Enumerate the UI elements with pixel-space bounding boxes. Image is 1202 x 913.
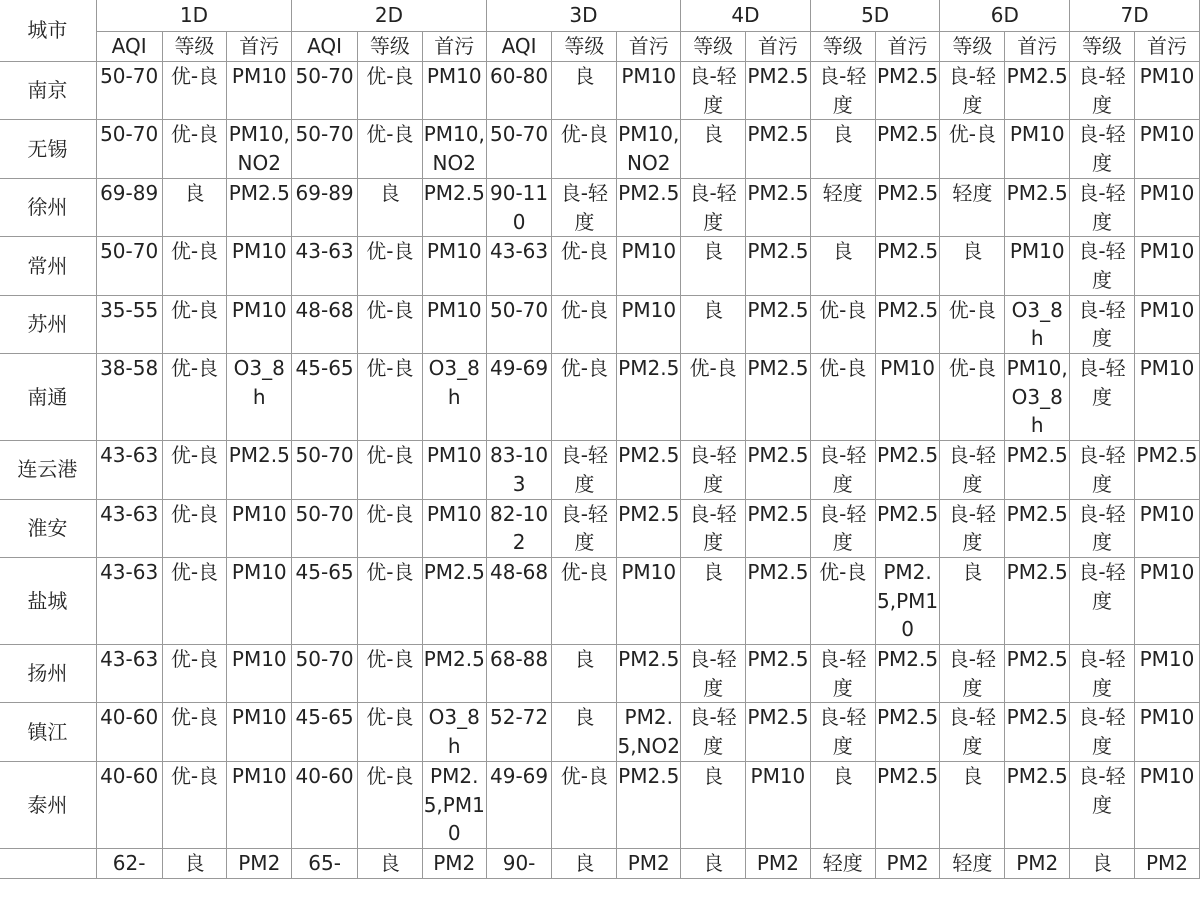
- pollutant-cell: PM2: [745, 848, 810, 878]
- pollutant-cell: PM10: [745, 761, 810, 848]
- pollutant-cell: PM2.5: [875, 295, 940, 353]
- pollutant-cell: PM10: [1005, 237, 1070, 295]
- grade-cell: 轻度: [940, 178, 1005, 236]
- aqi-header: AQI: [96, 32, 162, 62]
- pollutant-cell: PM2.5: [875, 237, 940, 295]
- grade-cell: 优-良: [358, 62, 423, 120]
- grade-cell: 优-良: [162, 703, 227, 761]
- day-header: 7D: [1070, 0, 1200, 32]
- grade-cell: 良: [681, 295, 746, 353]
- header-row-days: [0, 0, 1200, 32]
- grade-cell: 良-轻度: [810, 441, 875, 499]
- pollutant-cell: PM2.5: [422, 645, 486, 703]
- pollutant-header: 首污: [1134, 32, 1199, 62]
- aqi-cell: 49-69: [486, 354, 552, 441]
- grade-cell: 优-良: [552, 295, 617, 353]
- pollutant-cell: PM2.5: [875, 178, 940, 236]
- grade-cell: 优-良: [552, 557, 617, 644]
- pollutant-cell: PM2.5,NO2: [617, 703, 681, 761]
- city-cell: 盐城: [0, 557, 96, 644]
- grade-header: 等级: [940, 32, 1005, 62]
- aqi-cell: 83-103: [486, 441, 552, 499]
- city-cell: 扬州: [0, 645, 96, 703]
- pollutant-cell: PM2.5: [1005, 499, 1070, 557]
- grade-cell: 良: [552, 703, 617, 761]
- pollutant-cell: PM2.5: [617, 499, 681, 557]
- grade-cell: 良-轻度: [810, 703, 875, 761]
- pollutant-cell: PM2.5: [875, 120, 940, 178]
- aqi-cell: 43-63: [96, 645, 162, 703]
- pollutant-cell: PM10: [1134, 703, 1199, 761]
- aqi-cell: 43-63: [96, 441, 162, 499]
- pollutant-cell: PM10: [617, 62, 681, 120]
- pollutant-cell: PM10: [1134, 62, 1199, 120]
- pollutant-cell: PM10: [227, 237, 292, 295]
- pollutant-cell: PM2.5: [745, 178, 810, 236]
- pollutant-header: 首污: [227, 32, 292, 62]
- table-row: [0, 295, 1200, 353]
- grade-cell: 优-良: [162, 237, 227, 295]
- grade-cell: 良-轻度: [681, 178, 746, 236]
- grade-cell: 优-良: [358, 761, 423, 848]
- pollutant-cell: PM2.5: [1005, 178, 1070, 236]
- grade-cell: 良: [810, 761, 875, 848]
- pollutant-cell: PM2.5: [422, 557, 486, 644]
- city-cell: 南通: [0, 354, 96, 441]
- aqi-cell: 90-110: [486, 178, 552, 236]
- city-cell: 镇江: [0, 703, 96, 761]
- aqi-cell: 43-63: [96, 499, 162, 557]
- pollutant-cell: O3_8h: [422, 354, 486, 441]
- grade-cell: 良: [681, 557, 746, 644]
- aqi-cell: 45-65: [292, 354, 358, 441]
- grade-cell: 良-轻度: [810, 62, 875, 120]
- aqi-cell: 48-68: [486, 557, 552, 644]
- aqi-cell: 40-60: [96, 761, 162, 848]
- city-cell: 淮安: [0, 499, 96, 557]
- grade-cell: 良: [162, 178, 227, 236]
- grade-header: 等级: [358, 32, 423, 62]
- pollutant-cell: PM10,NO2: [422, 120, 486, 178]
- pollutant-cell: PM2.5: [422, 178, 486, 236]
- aqi-cell: 52-72: [486, 703, 552, 761]
- grade-cell: 良-轻度: [552, 441, 617, 499]
- table-row: [0, 499, 1200, 557]
- pollutant-header: 首污: [875, 32, 940, 62]
- pollutant-cell: PM2.5: [617, 354, 681, 441]
- table-row: [0, 354, 1200, 441]
- pollutant-cell: O3_8h: [1005, 295, 1070, 353]
- aqi-cell: 50-70: [292, 120, 358, 178]
- pollutant-cell: PM10,NO2: [227, 120, 292, 178]
- grade-header: 等级: [162, 32, 227, 62]
- grade-cell: 良-轻度: [940, 645, 1005, 703]
- aqi-cell: 43-63: [292, 237, 358, 295]
- pollutant-cell: PM10: [227, 499, 292, 557]
- aqi-cell: 50-70: [96, 237, 162, 295]
- grade-cell: 优-良: [162, 499, 227, 557]
- grade-header: 等级: [552, 32, 617, 62]
- table-row: [0, 848, 1200, 878]
- grade-cell: 轻度: [940, 848, 1005, 878]
- grade-cell: 良: [681, 237, 746, 295]
- pollutant-cell: PM10: [422, 295, 486, 353]
- grade-cell: 良-轻度: [681, 499, 746, 557]
- pollutant-cell: PM2.5: [875, 441, 940, 499]
- city-cell: 徐州: [0, 178, 96, 236]
- aqi-cell: 50-70: [96, 120, 162, 178]
- table-row: [0, 761, 1200, 848]
- aqi-cell: 50-70: [292, 62, 358, 120]
- grade-cell: 良-轻度: [810, 499, 875, 557]
- city-cell: 常州: [0, 237, 96, 295]
- pollutant-cell: PM2: [227, 848, 292, 878]
- table-row: [0, 645, 1200, 703]
- table-row: [0, 178, 1200, 236]
- pollutant-cell: PM2.5: [745, 703, 810, 761]
- aqi-cell: 40-60: [292, 761, 358, 848]
- pollutant-cell: PM2: [1005, 848, 1070, 878]
- pollutant-cell: PM2.5: [617, 645, 681, 703]
- pollutant-header: 首污: [422, 32, 486, 62]
- pollutant-cell: PM2.5: [745, 354, 810, 441]
- table-row: [0, 237, 1200, 295]
- pollutant-cell: PM10: [227, 62, 292, 120]
- aqi-cell: 65-: [292, 848, 358, 878]
- pollutant-cell: PM10: [422, 499, 486, 557]
- grade-cell: 良-轻度: [1070, 557, 1135, 644]
- grade-cell: 优-良: [810, 295, 875, 353]
- pollutant-header: 首污: [745, 32, 810, 62]
- pollutant-cell: PM2.5: [1005, 441, 1070, 499]
- grade-cell: 优-良: [358, 499, 423, 557]
- pollutant-cell: PM2.5: [617, 761, 681, 848]
- aqi-cell: 49-69: [486, 761, 552, 848]
- pollutant-cell: PM2.5: [875, 499, 940, 557]
- grade-cell: 良-轻度: [810, 645, 875, 703]
- pollutant-cell: PM2.5: [745, 499, 810, 557]
- pollutant-cell: PM2.5: [1005, 761, 1070, 848]
- aqi-cell: 90-: [486, 848, 552, 878]
- pollutant-cell: PM2.5: [227, 441, 292, 499]
- grade-cell: 良: [681, 120, 746, 178]
- grade-cell: 优-良: [162, 441, 227, 499]
- grade-cell: 优-良: [940, 120, 1005, 178]
- grade-cell: 良-轻度: [1070, 645, 1135, 703]
- grade-cell: 轻度: [810, 178, 875, 236]
- table-body: [0, 62, 1200, 879]
- grade-cell: 优-良: [810, 557, 875, 644]
- grade-cell: 优-良: [940, 295, 1005, 353]
- grade-cell: 优-良: [162, 354, 227, 441]
- pollutant-cell: PM2.5: [1005, 703, 1070, 761]
- pollutant-cell: PM2.5: [875, 62, 940, 120]
- pollutant-cell: PM10: [422, 62, 486, 120]
- pollutant-cell: PM10: [1134, 645, 1199, 703]
- aqi-cell: 50-70: [292, 645, 358, 703]
- grade-cell: 良: [552, 645, 617, 703]
- city-cell: 泰州: [0, 761, 96, 848]
- grade-cell: 良-轻度: [681, 441, 746, 499]
- grade-cell: 优-良: [358, 295, 423, 353]
- pollutant-cell: PM10: [1134, 295, 1199, 353]
- grade-header: 等级: [1070, 32, 1135, 62]
- grade-cell: 优-良: [162, 295, 227, 353]
- aqi-cell: 38-58: [96, 354, 162, 441]
- pollutant-cell: PM2.5: [1134, 441, 1199, 499]
- pollutant-header: 首污: [1005, 32, 1070, 62]
- grade-cell: 优-良: [681, 354, 746, 441]
- pollutant-cell: PM10: [1134, 499, 1199, 557]
- city-cell: 苏州: [0, 295, 96, 353]
- grade-cell: 良: [552, 848, 617, 878]
- aqi-cell: 50-70: [292, 499, 358, 557]
- grade-cell: 良-轻度: [1070, 703, 1135, 761]
- aqi-header: AQI: [486, 32, 552, 62]
- grade-cell: 优-良: [940, 354, 1005, 441]
- grade-cell: 良-轻度: [1070, 62, 1135, 120]
- day-header: 1D: [96, 0, 291, 32]
- grade-cell: 优-良: [162, 645, 227, 703]
- grade-cell: 良-轻度: [681, 703, 746, 761]
- pollutant-cell: PM10: [1005, 120, 1070, 178]
- pollutant-cell: PM10: [617, 557, 681, 644]
- pollutant-cell: PM2: [875, 848, 940, 878]
- grade-cell: 优-良: [358, 237, 423, 295]
- grade-cell: 优-良: [162, 62, 227, 120]
- grade-cell: 优-良: [358, 354, 423, 441]
- grade-cell: 良-轻度: [1070, 499, 1135, 557]
- pollutant-cell: PM10: [875, 354, 940, 441]
- aqi-cell: 50-70: [96, 62, 162, 120]
- grade-cell: 良: [940, 761, 1005, 848]
- pollutant-cell: PM10: [1134, 557, 1199, 644]
- grade-cell: 良: [162, 848, 227, 878]
- aqi-cell: 43-63: [486, 237, 552, 295]
- grade-cell: 良-轻度: [940, 499, 1005, 557]
- day-header: 2D: [292, 0, 486, 32]
- pollutant-cell: PM10: [1134, 354, 1199, 441]
- grade-cell: 良-轻度: [1070, 237, 1135, 295]
- pollutant-cell: PM2: [1134, 848, 1199, 878]
- pollutant-cell: PM2.5: [745, 120, 810, 178]
- grade-cell: 优-良: [358, 557, 423, 644]
- grade-cell: 良-轻度: [552, 178, 617, 236]
- grade-header: 等级: [681, 32, 746, 62]
- aqi-cell: 50-70: [486, 120, 552, 178]
- grade-cell: 优-良: [162, 761, 227, 848]
- pollutant-cell: PM2.5,PM10: [422, 761, 486, 848]
- grade-cell: 优-良: [552, 761, 617, 848]
- pollutant-cell: PM10: [422, 237, 486, 295]
- aqi-cell: 45-65: [292, 703, 358, 761]
- aqi-cell: 60-80: [486, 62, 552, 120]
- grade-cell: 良-轻度: [1070, 178, 1135, 236]
- grade-cell: 优-良: [162, 120, 227, 178]
- grade-cell: 良: [358, 848, 423, 878]
- pollutant-cell: PM10: [1134, 237, 1199, 295]
- grade-cell: 优-良: [552, 120, 617, 178]
- pollutant-cell: PM10: [1134, 761, 1199, 848]
- pollutant-cell: PM2.5: [875, 761, 940, 848]
- pollutant-cell: PM10: [1134, 120, 1199, 178]
- pollutant-cell: PM10: [227, 295, 292, 353]
- pollutant-cell: PM10: [1134, 178, 1199, 236]
- grade-cell: 良-轻度: [681, 645, 746, 703]
- grade-cell: 良: [810, 120, 875, 178]
- day-header: 3D: [486, 0, 680, 32]
- pollutant-cell: O3_8h: [422, 703, 486, 761]
- pollutant-cell: PM2.5: [617, 441, 681, 499]
- pollutant-cell: PM2.5: [1005, 62, 1070, 120]
- grade-cell: 良: [940, 237, 1005, 295]
- city-cell: [0, 848, 96, 878]
- aqi-cell: 62-: [96, 848, 162, 878]
- aqi-cell: 68-88: [486, 645, 552, 703]
- aqi-cell: 35-55: [96, 295, 162, 353]
- day-header: 4D: [681, 0, 811, 32]
- table-row: [0, 441, 1200, 499]
- pollutant-cell: PM2.5: [1005, 557, 1070, 644]
- grade-cell: 良-轻度: [940, 62, 1005, 120]
- table-row: [0, 703, 1200, 761]
- pollutant-cell: PM2: [422, 848, 486, 878]
- grade-cell: 良: [358, 178, 423, 236]
- grade-cell: 良-轻度: [1070, 441, 1135, 499]
- aqi-cell: 82-102: [486, 499, 552, 557]
- grade-cell: 良-轻度: [1070, 761, 1135, 848]
- pollutant-cell: PM10: [422, 441, 486, 499]
- grade-cell: 优-良: [358, 703, 423, 761]
- pollutant-cell: PM2.5: [745, 441, 810, 499]
- pollutant-cell: PM10: [227, 703, 292, 761]
- grade-cell: 良: [810, 237, 875, 295]
- header-row-fields: [0, 32, 1200, 62]
- grade-cell: 优-良: [552, 354, 617, 441]
- table-row: [0, 120, 1200, 178]
- grade-cell: 优-良: [358, 441, 423, 499]
- pollutant-cell: PM2.5: [745, 237, 810, 295]
- grade-cell: 良: [681, 761, 746, 848]
- pollutant-cell: PM2.5: [875, 703, 940, 761]
- grade-cell: 良-轻度: [1070, 120, 1135, 178]
- city-header: 城市: [0, 0, 96, 62]
- grade-cell: 优-良: [358, 120, 423, 178]
- pollutant-cell: PM2.5: [745, 557, 810, 644]
- grade-cell: 优-良: [162, 557, 227, 644]
- grade-header: 等级: [810, 32, 875, 62]
- pollutant-cell: PM2.5: [875, 645, 940, 703]
- pollutant-header: 首污: [617, 32, 681, 62]
- table-row: [0, 62, 1200, 120]
- table-row: [0, 557, 1200, 644]
- aqi-header: AQI: [292, 32, 358, 62]
- grade-cell: 良: [1070, 848, 1135, 878]
- pollutant-cell: PM10: [617, 237, 681, 295]
- aqi-cell: 69-89: [292, 178, 358, 236]
- grade-cell: 良-轻度: [940, 441, 1005, 499]
- pollutant-cell: PM2: [617, 848, 681, 878]
- pollutant-cell: PM10,O3_8h: [1005, 354, 1070, 441]
- pollutant-cell: PM2.5: [745, 645, 810, 703]
- aqi-cell: 50-70: [486, 295, 552, 353]
- pollutant-cell: PM2.5: [227, 178, 292, 236]
- pollutant-cell: PM10: [227, 557, 292, 644]
- grade-cell: 良-轻度: [1070, 354, 1135, 441]
- grade-cell: 优-良: [552, 237, 617, 295]
- grade-cell: 优-良: [358, 645, 423, 703]
- aqi-cell: 45-65: [292, 557, 358, 644]
- city-cell: 南京: [0, 62, 96, 120]
- day-header: 5D: [810, 0, 940, 32]
- aqi-cell: 40-60: [96, 703, 162, 761]
- city-cell: 无锡: [0, 120, 96, 178]
- grade-cell: 良-轻度: [940, 703, 1005, 761]
- city-cell: 连云港: [0, 441, 96, 499]
- pollutant-cell: O3_8h: [227, 354, 292, 441]
- grade-cell: 良: [552, 62, 617, 120]
- pollutant-cell: PM10: [227, 645, 292, 703]
- pollutant-cell: PM10: [227, 761, 292, 848]
- aqi-cell: 69-89: [96, 178, 162, 236]
- pollutant-cell: PM10: [617, 295, 681, 353]
- grade-cell: 良-轻度: [681, 62, 746, 120]
- grade-cell: 良-轻度: [552, 499, 617, 557]
- pollutant-cell: PM2.5: [1005, 645, 1070, 703]
- grade-cell: 轻度: [810, 848, 875, 878]
- pollutant-cell: PM2.5: [745, 295, 810, 353]
- grade-cell: 良-轻度: [1070, 295, 1135, 353]
- grade-cell: 优-良: [810, 354, 875, 441]
- aqi-cell: 43-63: [96, 557, 162, 644]
- pollutant-cell: PM2.5,PM10: [875, 557, 940, 644]
- grade-cell: 良: [681, 848, 746, 878]
- day-header: 6D: [940, 0, 1070, 32]
- pollutant-cell: PM2.5: [617, 178, 681, 236]
- pollutant-cell: PM10,NO2: [617, 120, 681, 178]
- aqi-cell: 50-70: [292, 441, 358, 499]
- grade-cell: 良: [940, 557, 1005, 644]
- pollutant-cell: PM2.5: [745, 62, 810, 120]
- aqi-cell: 48-68: [292, 295, 358, 353]
